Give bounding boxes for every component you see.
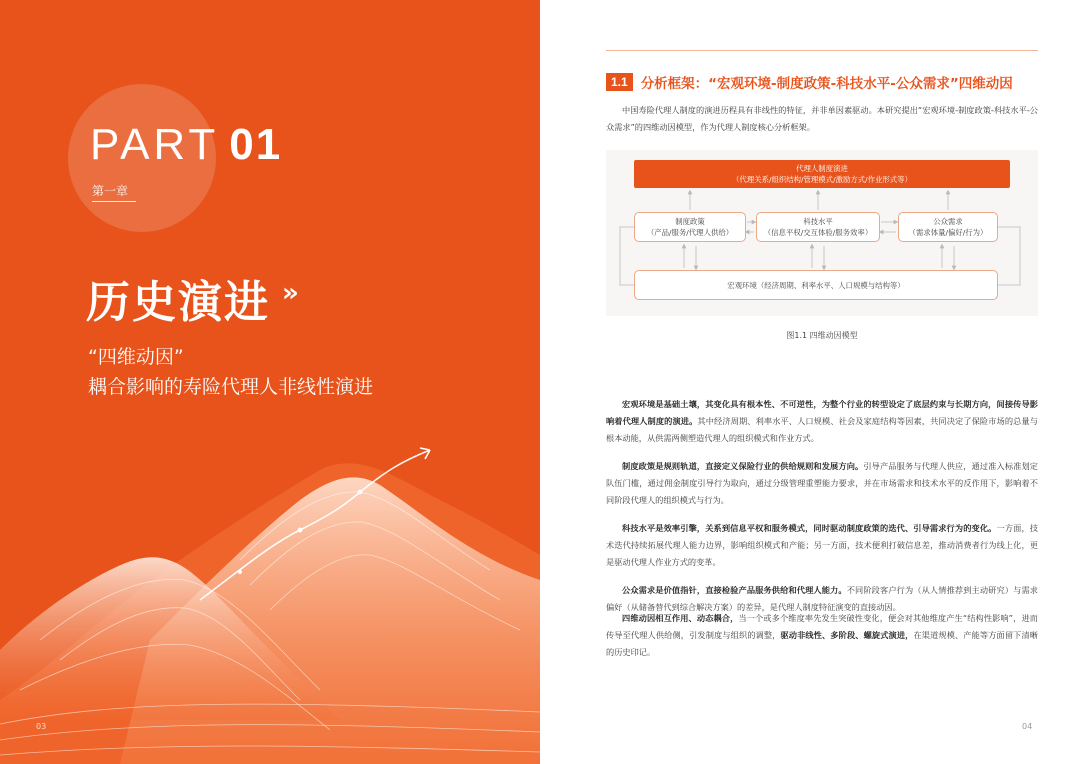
paragraph-coupling-body-2: 在渠道规模、产能等方面留下清晰的历史印记。 xyxy=(606,630,1038,657)
paragraph-coupling-lead: 四维动因相互作用、动态耦合， xyxy=(622,613,739,623)
paragraph-coupling-lead-2: 驱动非线性、多阶段、螺旋式演进， xyxy=(780,630,914,640)
chapter-label: 第一章 xyxy=(92,184,129,198)
chapter-title: 历史演进 xyxy=(86,277,270,328)
diagram-top-subtitle: （代理关系/组织结构/管理模式/激励方式/作业形式等） xyxy=(732,175,912,184)
section-title: 分析框架：“宏观环境-制度政策-科技水平-公众需求”四维动因 xyxy=(640,76,1013,92)
diagram-box-demand xyxy=(898,212,998,242)
subtitle-line-2: 耦合影响的寿险代理人非线性演进 xyxy=(88,376,374,398)
chapter-divider xyxy=(92,201,136,202)
paragraph-macro-body: 其中经济周期、利率水平、人口规模、社会及家庭结构等因素，共同决定了保险市场的总量与根本动能，从供需两侧塑造代理人的组织模式和作业方式。 xyxy=(606,416,1038,443)
paragraph-policy xyxy=(606,458,1038,509)
part-heading xyxy=(90,120,282,170)
subtitle-line-1: “四维动因” xyxy=(88,346,184,368)
paragraph-tech xyxy=(606,520,1038,571)
paragraph-macro-lead: 宏观环境是基础土壤，其变化具有根本性、不可逆性，为整个行业的转型设定了底层约束与长期方向，间接传导影响着代理人制度的演进。 xyxy=(606,399,1038,426)
diagram-demand-sub: （需求体量/偏好/行为） xyxy=(908,228,988,237)
paragraph-coupling-body: 当一个或多个维度率先发生突破性变化，便会对其他维度产生“结构性影响”，进而传导至代理人供给侧，引发制度与组织的调整， xyxy=(606,613,1038,640)
right-page-number: 04 xyxy=(1022,722,1033,731)
diagram-box-macro xyxy=(634,270,998,300)
paragraph-coupling xyxy=(606,610,1038,661)
four-driver-diagram xyxy=(606,150,1038,316)
paragraph-policy-body: 引导产品服务与代理人供应，通过准入标准划定队伍门槛，通过佣金制度引导行为取向，通过分级管理重塑能力要求，并在市场需求和技术水平的反作用下，影响着不同阶段代理人的组织模式与行为。 xyxy=(606,461,1038,505)
intro-paragraph: 中国寿险代理人制度的演进历程具有非线性的特征，并非单因素驱动。本研究提出“宏观环境-制度政策-科技水平-公众需求”的四维动因模型，作为代理人制度核心分析框架。 xyxy=(606,105,1038,132)
paragraph-tech-body: 一方面，技术迭代持续拓展代理人能力边界，影响组织模式和产能；另一方面，技术便利打破信息差，推动消费者行为线上化，更是驱动代理人作业方式的变革。 xyxy=(606,523,1038,567)
header-rule xyxy=(606,50,1038,51)
diagram-tech-sub: （信息平权/交互体验/服务效率） xyxy=(763,228,873,237)
paragraph-macro xyxy=(606,396,1038,447)
left-page-number: 03 xyxy=(36,722,47,731)
section-number-badge: 1.1 xyxy=(606,73,633,91)
diagram-policy-title: 制度政策 xyxy=(675,217,705,226)
diagram-box-tech xyxy=(756,212,880,242)
paragraph-demand-body: 不同阶段客户行为（从人情推荐到主动研究）与需求偏好（从储备替代到综合解决方案）的差异，是代理人制度特征演变的直接动因。 xyxy=(606,585,1038,612)
figure-caption: 图1.1 四维动因模型 xyxy=(786,331,858,340)
part-number: 01 xyxy=(229,120,283,169)
diagram-demand-title: 公众需求 xyxy=(933,217,963,226)
diagram-top-title: 代理人制度演进 xyxy=(796,164,848,173)
diagram-policy-sub: （产品/服务/代理人供给） xyxy=(646,228,734,237)
paragraph-tech-lead: 科技水平是效率引擎，关系到信息平权和服务模式，同时驱动制度政策的迭代、引导需求行为的变化。 xyxy=(622,523,997,533)
right-page xyxy=(540,0,1080,764)
diagram-top-box xyxy=(634,160,1010,188)
diagram-box-policy xyxy=(634,212,746,242)
diagram-tech-title: 科技水平 xyxy=(803,217,833,226)
part-word: PART xyxy=(90,120,220,169)
paragraph-policy-lead: 制度政策是规则轨道，直接定义保险行业的供给规则和发展方向。 xyxy=(622,461,864,471)
double-chevron-icon: » xyxy=(282,278,299,308)
paragraph-demand-lead: 公众需求是价值指针，直接检验产品服务供给和代理人能力。 xyxy=(622,585,847,595)
diagram-macro-text: 宏观环境（经济周期、利率水平、人口规模与结构等） xyxy=(727,280,905,290)
section-heading xyxy=(606,72,1013,92)
